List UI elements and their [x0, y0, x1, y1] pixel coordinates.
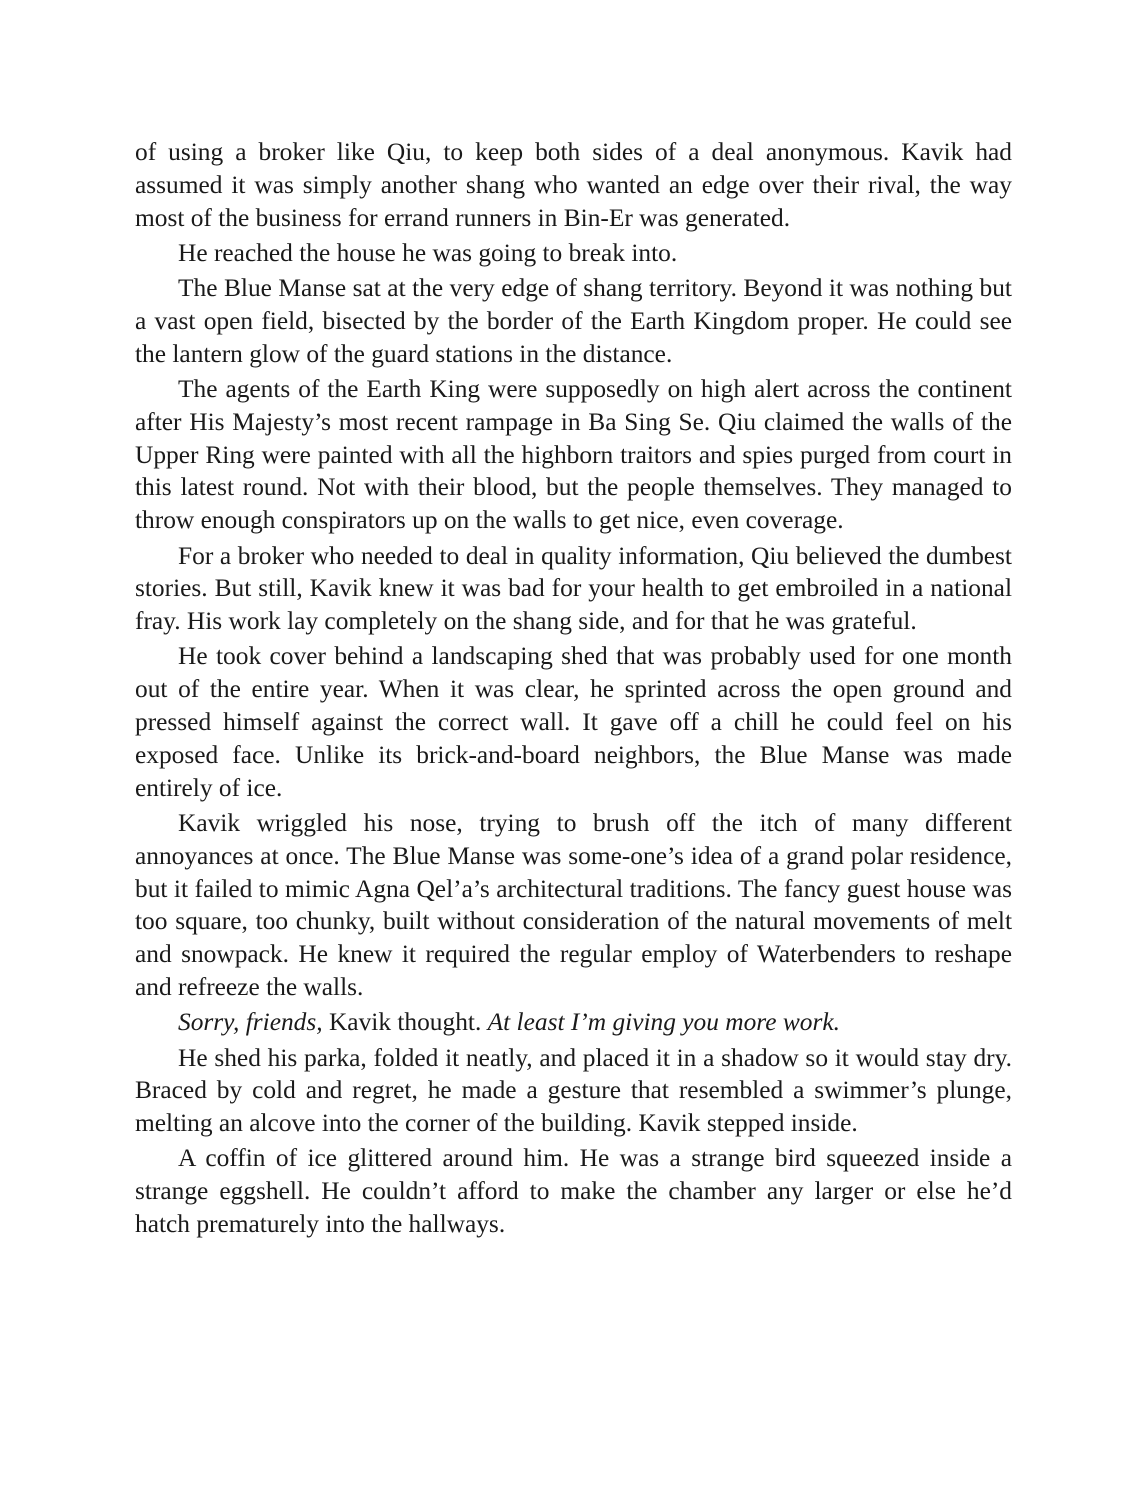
paragraph: Kavik wriggled his nose, trying to brush off the itch of many different annoyances at once. The Blue Manse was some-one’s idea of a grand polar residence, but it failed to mimic Agna Qel’a’s architectural traditions. The fancy guest house was too square, too chunky, built without consideration of the natural movements of melt and snowpack. He knew it required the regular employ of Waterbenders to reshape and refreeze the walls.	[135, 808, 1012, 1001]
paragraph-continued: of using a broker like Qiu, to keep both sides of a deal anonymous. Kavik had assumed it was simply another shang who wanted an edge over their rival, the way most of the business for errand runners in Bin-Er was generated.	[135, 138, 1012, 232]
paragraph: For a broker who needed to deal in quality information, Qiu believed the dumbest stories. But still, Kavik knew it was bad for your health to get embroiled in a national fray. His work lay completely on the shang side, and for that he was grateful.	[135, 541, 1012, 636]
paragraph: He shed his parka, folded it neatly, and placed it in a shadow so it would stay dry. Braced by cold and regret, he made a gesture that resembled a swimmer’s plunge, melting an alcove into the corner of the building. Kavik stepped inside.	[135, 1043, 1012, 1138]
paragraph: A coffin of ice glittered around him. He was a strange bird squeezed inside a strange eggshell. He couldn’t afford to make the chamber any larger or else he’d hatch prematurely into the hallways.	[135, 1144, 1012, 1238]
book-page-body	[135, 136, 1012, 1241]
thought-italic-2: At least I’m giving you more work.	[487, 1008, 840, 1037]
paragraph: He reached the house he was going to break into.	[178, 238, 678, 267]
paragraph: He took cover behind a landscaping shed that was probably used for one month out of the entire year. When it was clear, he sprinted across the open ground and pressed himself against the correct wall. It gave off a chill he could feel on his exposed face. Unlike its brick-and-board neighbors, the Blue Manse was made entirely of ice.	[135, 642, 1012, 802]
paragraph: The agents of the Earth King were supposedly on high alert across the continent after His Majesty’s most recent rampage in Ba Sing Se. Qiu claimed the walls of the Upper Ring were painted with all the highborn traitors and spies purged from court in this latest round. Not with their blood, but the people themselves. They managed to throw enough conspirators up on the walls to get nice, even coverage.	[135, 375, 1012, 535]
thought-narration: Kavik thought.	[322, 1008, 488, 1037]
paragraph: The Blue Manse sat at the very edge of shang territory. Beyond it was nothing but a vast open field, bisected by the border of the Earth Kingdom proper. He could see the lantern glow of the guard stations in the distance.	[135, 274, 1012, 368]
thought-paragraph	[135, 1006, 1012, 1039]
thought-italic-1: Sorry, friends,	[178, 1008, 323, 1037]
